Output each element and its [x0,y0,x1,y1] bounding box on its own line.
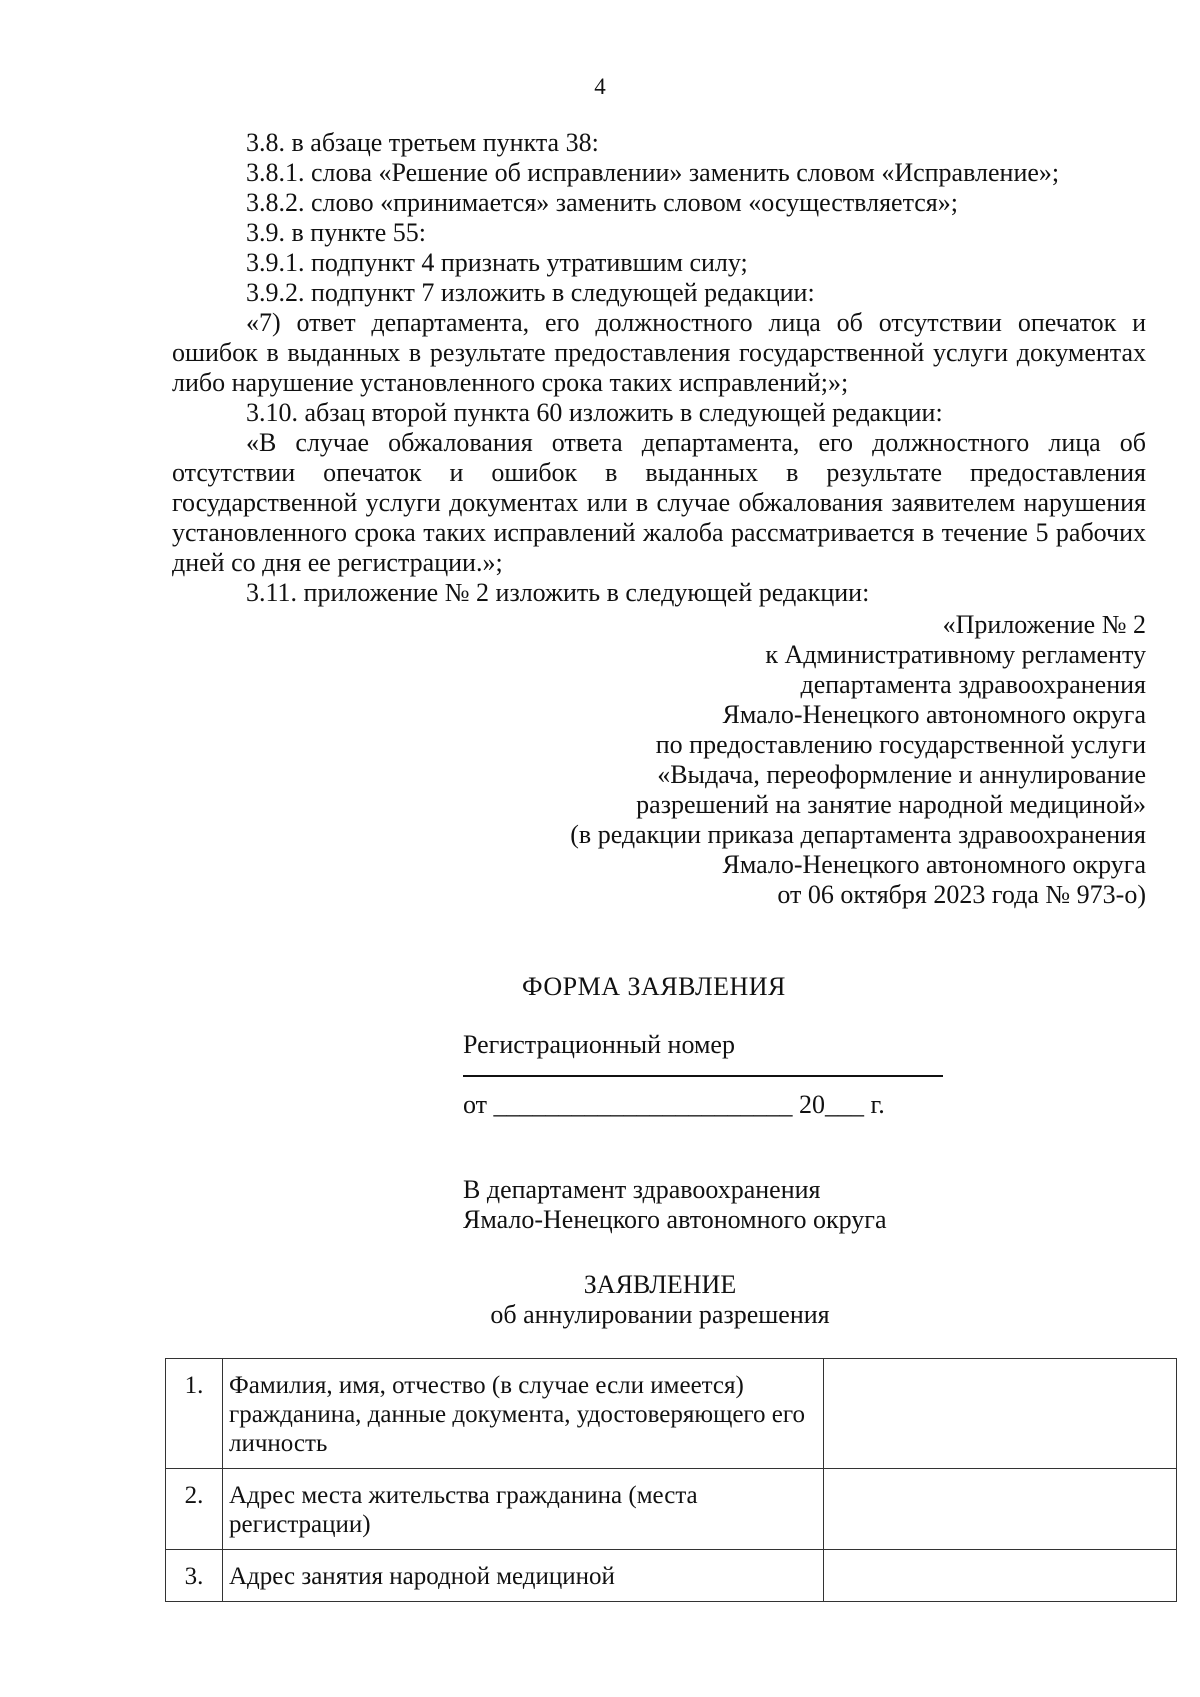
table-row [166,1359,1177,1469]
application-table [165,1358,1177,1602]
appendix-line: от 06 октября 2023 года № 973-о) [777,880,1146,909]
registration-label: Регистрационный номер [463,1030,735,1059]
row-value-field [824,1469,1177,1550]
paragraph: 3.11. приложение № 2 изложить в следующей редакции: [246,578,870,607]
appendix-line: по предоставлению государственной услуги [655,730,1146,759]
paragraph: 3.9.1. подпункт 4 признать утратившим силу; [246,248,748,277]
application-heading [0,1270,1200,1330]
table-row [166,1469,1177,1550]
appendix-line: к Административному регламенту [765,640,1146,669]
appendix-line: департамента здравоохранения [800,670,1146,699]
paragraph: «7) ответ департамента, его должностного лица об отсутствии опечаток и ошибок в выданных в результате предоставления государственной услуги документах либо нарушение установленного срока таких исправлений;»; [172,308,1146,397]
row-value-field [824,1550,1177,1602]
row-label: Адрес места жительства гражданина (места регистрации) [223,1469,824,1550]
page-number: 4 [594,74,606,99]
appendix-line: «Выдача, переоформление и аннулирование [657,760,1146,789]
appendix-line: Ямало-Ненецкого автономного округа [722,700,1146,729]
appendix-line: (в редакции приказа департамента здравоохранения [570,820,1146,849]
registration-number-line [463,1075,943,1077]
row-label: Адрес занятия народной медициной [223,1550,824,1602]
table-row [166,1550,1177,1602]
application-subtitle: об аннулировании разрешения [490,1300,830,1329]
row-number: 2. [166,1469,223,1550]
form-title: ФОРМА ЗАЯВЛЕНИЯ [522,972,786,1001]
row-number: 3. [166,1550,223,1602]
paragraph: 3.8. в абзаце третьем пункта 38: [246,128,599,157]
appendix-line: Ямало-Ненецкого автономного округа [722,850,1146,879]
row-label: Фамилия, имя, отчество (в случае если имеется) гражданина, данные документа, удостоверяющего его личность [223,1359,824,1469]
addressee [463,1175,887,1235]
row-number: 1. [166,1359,223,1469]
application-title: ЗАЯВЛЕНИЕ [583,1270,737,1299]
paragraph: 3.8.2. слово «принимается» заменить словом «осуществляется»; [246,188,958,217]
addressee-line: Ямало-Ненецкого автономного округа [463,1205,887,1234]
row-value-field [824,1359,1177,1469]
appendix-line: «Приложение № 2 [942,610,1146,639]
paragraph: 3.9. в пункте 55: [246,218,427,247]
paragraph: 3.9.2. подпункт 7 изложить в следующей редакции: [246,278,815,307]
paragraph: 3.8.1. слова «Решение об исправлении» заменить словом «Исправление»; [246,158,1060,187]
paragraph: 3.10. абзац второй пункта 60 изложить в следующей редакции: [246,398,943,427]
addressee-line: В департамент здравоохранения [463,1175,821,1204]
amendment-text [172,128,1146,608]
appendix-line: разрешений на занятие народной медициной» [636,790,1146,819]
paragraph: «В случае обжалования ответа департамента, его должностного лица об отсутствии опечаток и ошибок в выданных в результате предоставления государственной услуги документах или в случае обжалования заявителем нарушения установленного срока таких исправлений жалоба рассматривается в течение 5 рабочих дней со дня ее регистрации.»; [172,428,1146,577]
appendix-header [446,610,1146,910]
registration-date-line: от _______________________ 20___ г. [463,1090,885,1119]
